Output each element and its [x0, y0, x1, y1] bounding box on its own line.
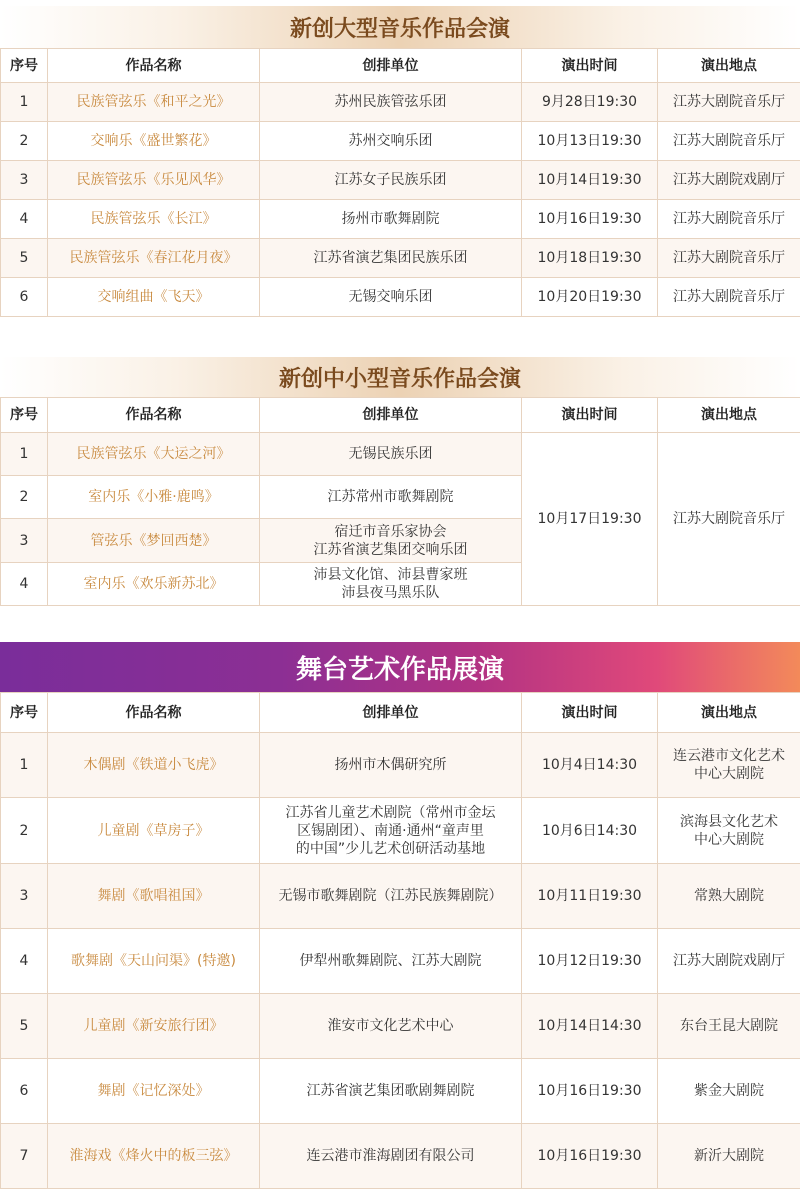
producing-unit: 江苏女子民族乐团 — [260, 161, 522, 200]
header-title: 作品名称 — [48, 693, 260, 733]
producing-unit — [260, 1124, 522, 1189]
producing-unit — [260, 864, 522, 929]
performance-time: 10月16日19:30 — [522, 200, 658, 239]
producing-unit: 无锡交响乐团 — [260, 278, 522, 317]
cell-line: 江苏省演艺集团交响乐团 — [313, 541, 468, 558]
performance-venue: 江苏大剧院戏剧厅 — [658, 161, 800, 200]
cell-line: 区锡剧团）、南通·通州“童声里 — [297, 822, 484, 839]
work-title — [48, 929, 260, 994]
section-stage-art — [0, 642, 800, 1189]
section-small-music — [0, 357, 800, 606]
work-title-link[interactable]: 室内乐《小雅·鹿鸣》 — [88, 489, 219, 505]
work-title-link[interactable]: 室内乐《欢乐新苏北》 — [83, 576, 224, 592]
header-title: 作品名称 — [48, 49, 260, 83]
work-title-link[interactable]: 交响乐《盛世繁花》 — [90, 133, 217, 149]
row-number: 6 — [1, 278, 48, 317]
cell-line: 江苏省儿童艺术剧院（常州市金坛 — [285, 804, 496, 821]
header-time: 演出时间 — [522, 693, 658, 733]
header-org: 创排单位 — [260, 398, 522, 433]
performance-venue — [658, 864, 800, 929]
producing-unit — [260, 433, 522, 476]
performance-venue: 江苏大剧院音乐厅 — [658, 239, 800, 278]
work-title — [48, 476, 260, 519]
table-row — [1, 1059, 800, 1124]
work-title — [48, 1124, 260, 1189]
cell-line: 东台王昆大剧院 — [680, 1018, 778, 1034]
performance-venue: 江苏大剧院音乐厅 — [658, 200, 800, 239]
table-row — [1, 200, 800, 239]
cell-line: 扬州市木偶研究所 — [334, 757, 447, 773]
work-title — [48, 563, 260, 606]
performance-venue — [658, 929, 800, 994]
row-number: 4 — [1, 929, 48, 994]
header-org: 创排单位 — [260, 693, 522, 733]
performance-venue — [658, 798, 800, 864]
work-title — [48, 122, 260, 161]
cell-line: 江苏大剧院戏剧厅 — [673, 953, 785, 969]
work-title — [48, 994, 260, 1059]
row-number: 4 — [1, 200, 48, 239]
performance-time: 10月14日14:30 — [522, 994, 658, 1059]
row-number: 7 — [1, 1124, 48, 1189]
table-row — [1, 239, 800, 278]
table-row — [1, 161, 800, 200]
row-number: 4 — [1, 563, 48, 606]
row-number: 3 — [1, 519, 48, 563]
performance-time: 10月11日19:30 — [522, 864, 658, 929]
work-title — [48, 83, 260, 122]
performance-time: 9月28日19:30 — [522, 83, 658, 122]
producing-unit: 江苏省演艺集团民族乐团 — [260, 239, 522, 278]
table-row — [1, 122, 800, 161]
work-title — [48, 200, 260, 239]
performance-venue: 江苏大剧院音乐厅 — [658, 83, 800, 122]
schedule-table — [0, 397, 800, 606]
work-title — [48, 433, 260, 476]
row-number: 3 — [1, 161, 48, 200]
producing-unit: 苏州民族管弦乐团 — [260, 83, 522, 122]
row-number: 1 — [1, 433, 48, 476]
performance-time: 10月14日19:30 — [522, 161, 658, 200]
table-header-row — [1, 398, 800, 433]
cell-line: 滨海县文化艺术 — [680, 813, 778, 830]
work-title — [48, 733, 260, 798]
table-row — [1, 994, 800, 1059]
producing-unit — [260, 563, 522, 606]
cell-line: 中心大剧院 — [694, 831, 764, 848]
cell-line: 无锡市歌舞剧院（江苏民族舞剧院） — [278, 888, 503, 904]
section-banner — [0, 642, 800, 692]
work-title-link[interactable]: 民族管弦乐《乐见风华》 — [76, 172, 231, 188]
header-title: 作品名称 — [48, 398, 260, 433]
table-row — [1, 1124, 800, 1189]
cell-line: 江苏常州市歌舞剧院 — [327, 489, 454, 505]
row-number: 2 — [1, 476, 48, 519]
work-title — [48, 1059, 260, 1124]
cell-line: 新沂大剧院 — [694, 1148, 764, 1164]
header-no: 序号 — [1, 398, 48, 433]
work-title-link[interactable]: 民族管弦乐《大运之河》 — [76, 446, 231, 462]
row-number: 2 — [1, 798, 48, 864]
row-number: 2 — [1, 122, 48, 161]
table-row — [1, 798, 800, 864]
table-row — [1, 83, 800, 122]
work-title-link[interactable]: 管弦乐《梦回西楚》 — [90, 532, 217, 549]
performance-venue: 江苏大剧院音乐厅 — [658, 433, 800, 606]
table-header-row — [1, 693, 800, 733]
producing-unit — [260, 798, 522, 864]
table-header-row — [1, 49, 800, 83]
table-row — [1, 733, 800, 798]
row-number: 6 — [1, 1059, 48, 1124]
work-title — [48, 239, 260, 278]
schedule-table — [0, 692, 800, 1189]
work-title-link[interactable]: 交响组曲《飞天》 — [97, 289, 210, 305]
section-title: 新创中小型音乐作品会演 — [278, 365, 521, 392]
work-title-link[interactable]: 歌舞剧《天山问渠》(特邀) — [71, 953, 236, 969]
work-title-link[interactable]: 儿童剧《草房子》 — [97, 822, 210, 839]
row-number: 5 — [1, 994, 48, 1059]
cell-line: 无锡民族乐团 — [348, 446, 433, 462]
producing-unit — [260, 929, 522, 994]
table-row — [1, 278, 800, 317]
section-large-music — [0, 6, 800, 317]
section-banner — [0, 6, 800, 48]
cell-line: 沛县文化馆、沛县曹家班 — [313, 567, 468, 583]
work-title-link[interactable]: 儿童剧《新安旅行团》 — [83, 1018, 224, 1034]
header-venue: 演出地点 — [658, 398, 800, 433]
section-title: 新创大型音乐作品会演 — [289, 15, 510, 42]
work-title-link[interactable]: 木偶剧《铁道小飞虎》 — [83, 757, 224, 773]
performance-venue: 江苏大剧院音乐厅 — [658, 278, 800, 317]
row-number: 5 — [1, 239, 48, 278]
row-number: 3 — [1, 864, 48, 929]
performance-venue — [658, 994, 800, 1059]
header-time: 演出时间 — [522, 398, 658, 433]
work-title-link[interactable]: 舞剧《歌唱祖国》 — [97, 888, 210, 904]
producing-unit — [260, 1059, 522, 1124]
performance-time: 10月18日19:30 — [522, 239, 658, 278]
work-title-link[interactable]: 舞剧《记忆深处》 — [97, 1083, 210, 1099]
producing-unit — [260, 733, 522, 798]
schedule-table — [0, 48, 800, 317]
work-title — [48, 519, 260, 563]
cell-line: 沛县夜马黑乐队 — [341, 585, 440, 601]
performance-time: 10月20日19:30 — [522, 278, 658, 317]
work-title — [48, 278, 260, 317]
performance-venue — [658, 733, 800, 798]
producing-unit — [260, 994, 522, 1059]
producing-unit: 苏州交响乐团 — [260, 122, 522, 161]
header-org: 创排单位 — [260, 49, 522, 83]
performance-time: 10月12日19:30 — [522, 929, 658, 994]
row-number: 1 — [1, 83, 48, 122]
producing-unit — [260, 519, 522, 563]
cell-line: 常熟大剧院 — [694, 888, 764, 904]
cell-line: 江苏省演艺集团歌剧舞剧院 — [306, 1083, 475, 1099]
table-row — [1, 433, 800, 476]
work-title-link[interactable]: 民族管弦乐《和平之光》 — [76, 94, 231, 110]
work-title — [48, 161, 260, 200]
cell-line: 宿迁市音乐家协会 — [334, 523, 447, 540]
performance-venue: 江苏大剧院音乐厅 — [658, 122, 800, 161]
performance-time: 10月17日19:30 — [522, 433, 658, 606]
cell-line: 淮安市文化艺术中心 — [327, 1018, 454, 1034]
work-title-link[interactable]: 民族管弦乐《长江》 — [90, 211, 217, 227]
header-venue: 演出地点 — [658, 693, 800, 733]
work-title — [48, 864, 260, 929]
cell-line: 紫金大剧院 — [694, 1083, 764, 1099]
performance-time: 10月4日14:30 — [522, 733, 658, 798]
header-time: 演出时间 — [522, 49, 658, 83]
section-banner — [0, 357, 800, 397]
producing-unit — [260, 476, 522, 519]
performance-venue — [658, 1124, 800, 1189]
performance-venue — [658, 1059, 800, 1124]
work-title-link[interactable]: 淮海戏《烽火中的板三弦》 — [69, 1148, 238, 1164]
table-row — [1, 864, 800, 929]
header-no: 序号 — [1, 693, 48, 733]
table-row — [1, 929, 800, 994]
cell-line: 中心大剧院 — [694, 766, 764, 782]
performance-time: 10月16日19:30 — [522, 1124, 658, 1189]
performance-time: 10月16日19:30 — [522, 1059, 658, 1124]
cell-line: 的中国”少儿艺术创研活动基地 — [295, 840, 486, 857]
section-title: 舞台艺术作品展演 — [295, 654, 504, 685]
row-number: 1 — [1, 733, 48, 798]
cell-line: 连云港市文化艺术 — [673, 748, 785, 764]
performance-time: 10月13日19:30 — [522, 122, 658, 161]
work-title-link[interactable]: 民族管弦乐《春江花月夜》 — [69, 250, 238, 266]
producing-unit: 扬州市歌舞剧院 — [260, 200, 522, 239]
header-venue: 演出地点 — [658, 49, 800, 83]
performance-time: 10月6日14:30 — [522, 798, 658, 864]
cell-line: 连云港市淮海剧团有限公司 — [306, 1148, 475, 1164]
work-title — [48, 798, 260, 864]
header-no: 序号 — [1, 49, 48, 83]
cell-line: 伊犁州歌舞剧院、江苏大剧院 — [299, 953, 482, 969]
